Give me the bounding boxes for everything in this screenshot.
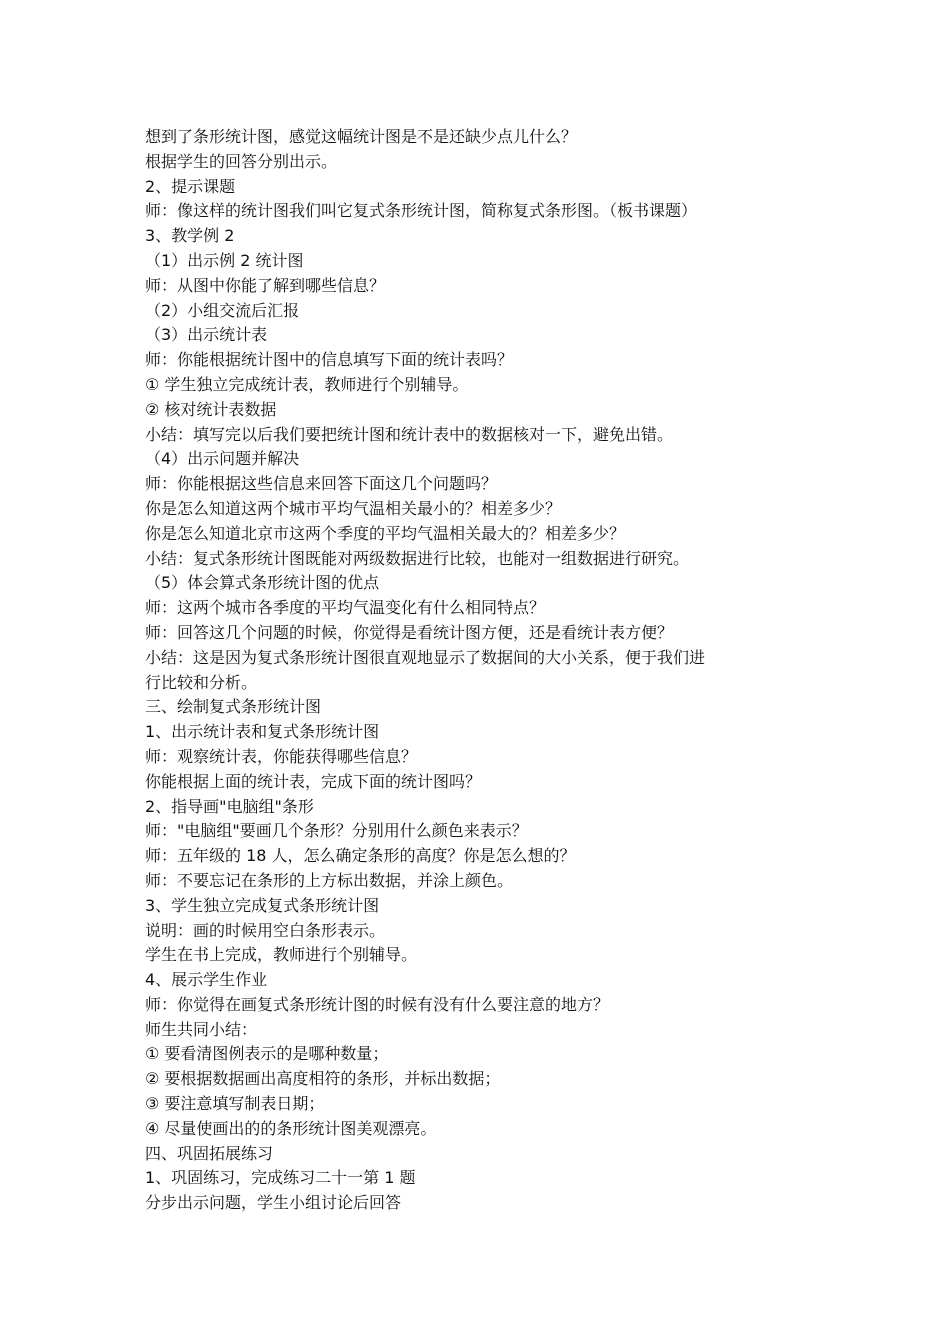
text-line: 分步出示问题，学生小组讨论后回答 (145, 1193, 402, 1213)
text-line: 师：你觉得在画复式条形统计图的时候有没有什么要注意的地方？ (145, 994, 610, 1014)
section-heading: 1、出示统计表和复式条形统计图 (145, 722, 380, 742)
section-heading: 3、学生独立完成复式条形统计图 (145, 895, 380, 915)
list-item: ② 要根据数据画出高度相符的条形，并标出数据； (145, 1069, 501, 1089)
text-line: 师：你能根据这些信息来回答下面这几个问题吗？ (145, 474, 498, 494)
list-item: ④ 尽量使画出的的条形统计图美观漂亮。 (145, 1118, 437, 1138)
text-line: 小结：这是因为复式条形统计图很直观地显示了数据间的大小关系，便于我们进 (145, 647, 706, 667)
section-heading: 1、巩固练习，完成练习二十一第 1 题 (145, 1168, 416, 1188)
section-heading: 2、指导画"电脑组"条形 (145, 796, 314, 816)
text-line: 师：从图中你能了解到哪些信息？ (145, 275, 386, 295)
section-heading: 2、提示课题 (145, 176, 236, 196)
text-line: 根据学生的回答分别出示。 (145, 151, 338, 171)
subsection-heading: （3）出示统计表 (145, 325, 268, 345)
subsection-heading: （1）出示例 2 统计图 (145, 250, 304, 270)
text-line: 你能根据上面的统计表，完成下面的统计图吗？ (145, 771, 482, 791)
subsection-heading: （4）出示问题并解决 (145, 449, 300, 469)
text-line: 师：不要忘记在条形的上方标出数据，并涂上颜色。 (145, 870, 514, 890)
text-line: 师：回答这几个问题的时候，你觉得是看统计图方便，还是看统计表方便？ (145, 622, 674, 642)
text-line: 师：你能根据统计图中的信息填写下面的统计表吗？ (145, 350, 514, 370)
text-line: 行比较和分析。 (145, 672, 258, 692)
text-line: 想到了条形统计图，感觉这幅统计图是不是还缺少点儿什么？ (145, 127, 578, 146)
text-line: 师生共同小结： (145, 1019, 258, 1039)
text-line: 师：五年级的 18 人，怎么确定条形的高度？你是怎么想的？ (145, 846, 576, 866)
subsection-heading: （5）体会算式条形统计图的优点 (145, 573, 380, 593)
list-item: ③ 要注意填写制表日期； (145, 1094, 325, 1114)
text-line: 师：像这样的统计图我们叫它复式条形统计图，简称复式条形图。（板书课题） (145, 201, 698, 221)
text-line: 小结：复式条形统计图既能对两级数据进行比较，也能对一组数据进行研究。 (145, 548, 690, 568)
section-heading: 3、教学例 2 (145, 226, 235, 246)
list-item: ② 核对统计表数据 (145, 399, 277, 419)
list-item: ① 要看清图例表示的是哪种数量； (145, 1044, 389, 1064)
list-item: ① 学生独立完成统计表，教师进行个别辅导。 (145, 374, 469, 394)
text-line: 说明：画的时候用空白条形表示。 (145, 920, 386, 940)
text-line: 师："电脑组"要画几个条形？分别用什么颜色来表示？ (145, 821, 528, 841)
subsection-heading: （2）小组交流后汇报 (145, 300, 300, 320)
section-heading: 三、绘制复式条形统计图 (145, 697, 322, 717)
text-line: 师：这两个城市各季度的平均气温变化有什么相同特点？ (145, 598, 546, 618)
text-line: 学生在书上完成，教师进行个别辅导。 (145, 945, 418, 965)
text-line: 你是怎么知道这两个城市平均气温相关最小的？相差多少？ (145, 498, 562, 518)
text-line: 你是怎么知道北京市这两个季度的平均气温相关最大的？相差多少？ (145, 523, 626, 543)
text-line: 小结：填写完以后我们要把统计图和统计表中的数据核对一下，避免出错。 (145, 424, 674, 444)
text-line: 师：观察统计表，你能获得哪些信息？ (145, 746, 418, 766)
section-heading: 四、巩固拓展练习 (145, 1143, 274, 1163)
section-heading: 4、展示学生作业 (145, 970, 268, 990)
document-body (145, 125, 825, 1216)
